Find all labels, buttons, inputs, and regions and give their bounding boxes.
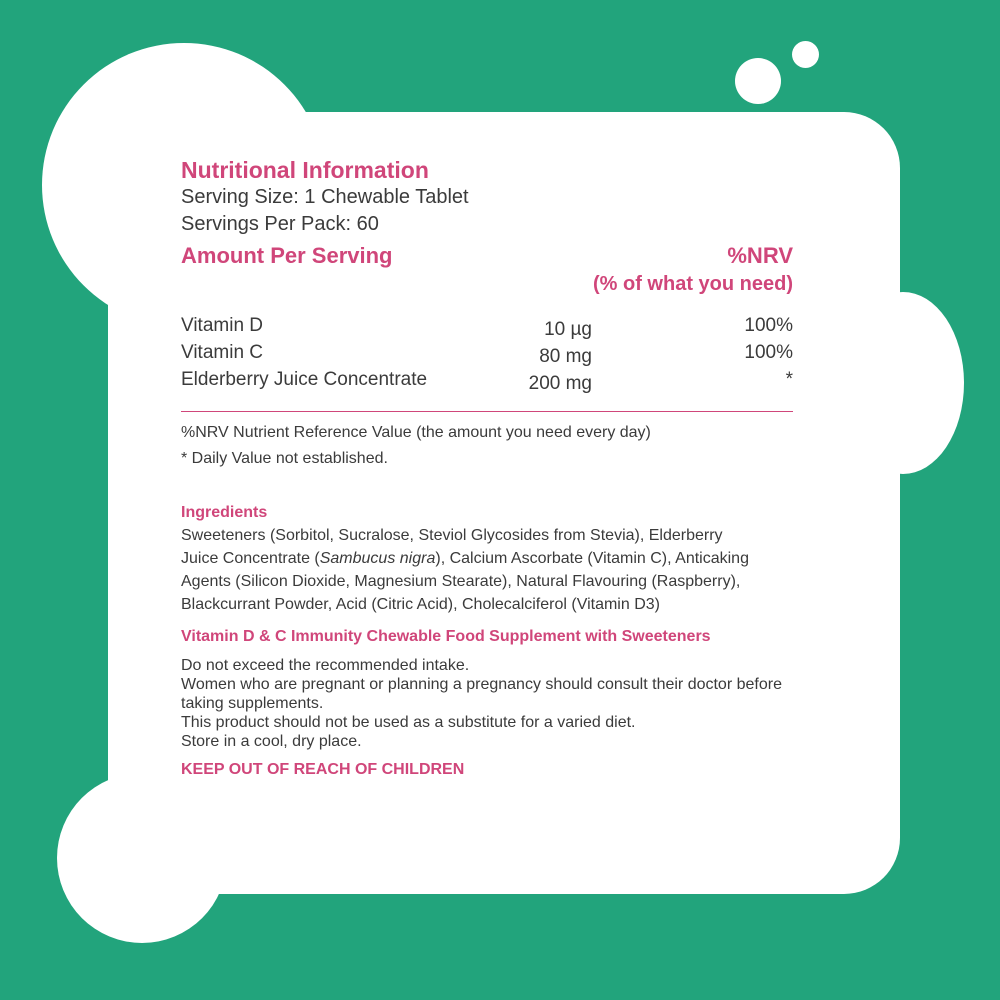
keep-out-warning: KEEP OUT OF REACH OF CHILDREN: [181, 761, 465, 778]
nrv-footnote: %NRV Nutrient Reference Value (the amount you need every day): [181, 424, 651, 441]
servings-per-pack: Servings Per Pack: 60: [181, 213, 379, 235]
ingredients-text-part: Sweeteners (Sorbitol, Sucralose, Steviol Glycosides from Stevia), Elderberry Juice Concentrate (: [181, 527, 723, 567]
amount-per-serving-heading: Amount Per Serving: [181, 243, 393, 268]
nutrient-name: Vitamin C: [181, 342, 264, 363]
nutrient-name: Elderberry Juice Concentrate: [181, 369, 428, 390]
nutrient-amount: 10 µg: [544, 319, 592, 340]
decorative-bubble-large: [735, 58, 781, 104]
table-row: [181, 339, 793, 366]
warnings: [181, 656, 801, 751]
serving-size: Serving Size: 1 Chewable Tablet: [181, 186, 469, 208]
warning-line: Women who are pregnant or planning a pregnancy should consult their doctor before taking supplements.: [181, 676, 782, 712]
product-description: Vitamin D & C Immunity Chewable Food Supplement with Sweeteners: [181, 628, 711, 645]
nutrient-nrv: *: [785, 369, 793, 390]
table-row: [181, 312, 793, 339]
nutrient-table: [181, 312, 793, 393]
nrv-subtitle: (% of what you need): [593, 273, 793, 295]
table-row: [181, 366, 793, 393]
decorative-bubble-small: [792, 41, 819, 68]
nrv-title: %NRV: [727, 243, 793, 268]
nutrient-amount: 200 mg: [528, 373, 592, 394]
warning-line: Do not exceed the recommended intake.: [181, 657, 470, 674]
nutrient-amount: 80 mg: [539, 346, 592, 367]
table-header: [181, 242, 793, 302]
daily-value-footnote: * Daily Value not established.: [181, 450, 388, 467]
divider: [181, 411, 793, 412]
warning-line: Store in a cool, dry place.: [181, 733, 362, 750]
ingredients-text-part: ), Calcium Ascorbate (Vitamin C), Anticaking Agents (Silicon Dioxide, Magnesium Stearate), Natural Flavouring (Raspberry), Blackcurrant Powder, Acid (Citric Acid), Cholecalciferol (Vitamin D3): [181, 550, 749, 613]
nutrient-nrv: 100%: [744, 315, 793, 336]
label-content: [181, 156, 793, 781]
nrv-heading: [593, 242, 793, 298]
warning-line: This product should not be used as a substitute for a varied diet.: [181, 714, 636, 731]
ingredients-latin-name: Sambucus nigra: [319, 550, 436, 567]
page-title: Nutritional Information: [181, 157, 429, 183]
ingredients-heading: Ingredients: [181, 504, 268, 521]
ingredients-list: [181, 524, 751, 616]
nutrient-name: Vitamin D: [181, 315, 264, 336]
nutrient-nrv: 100%: [744, 342, 793, 363]
